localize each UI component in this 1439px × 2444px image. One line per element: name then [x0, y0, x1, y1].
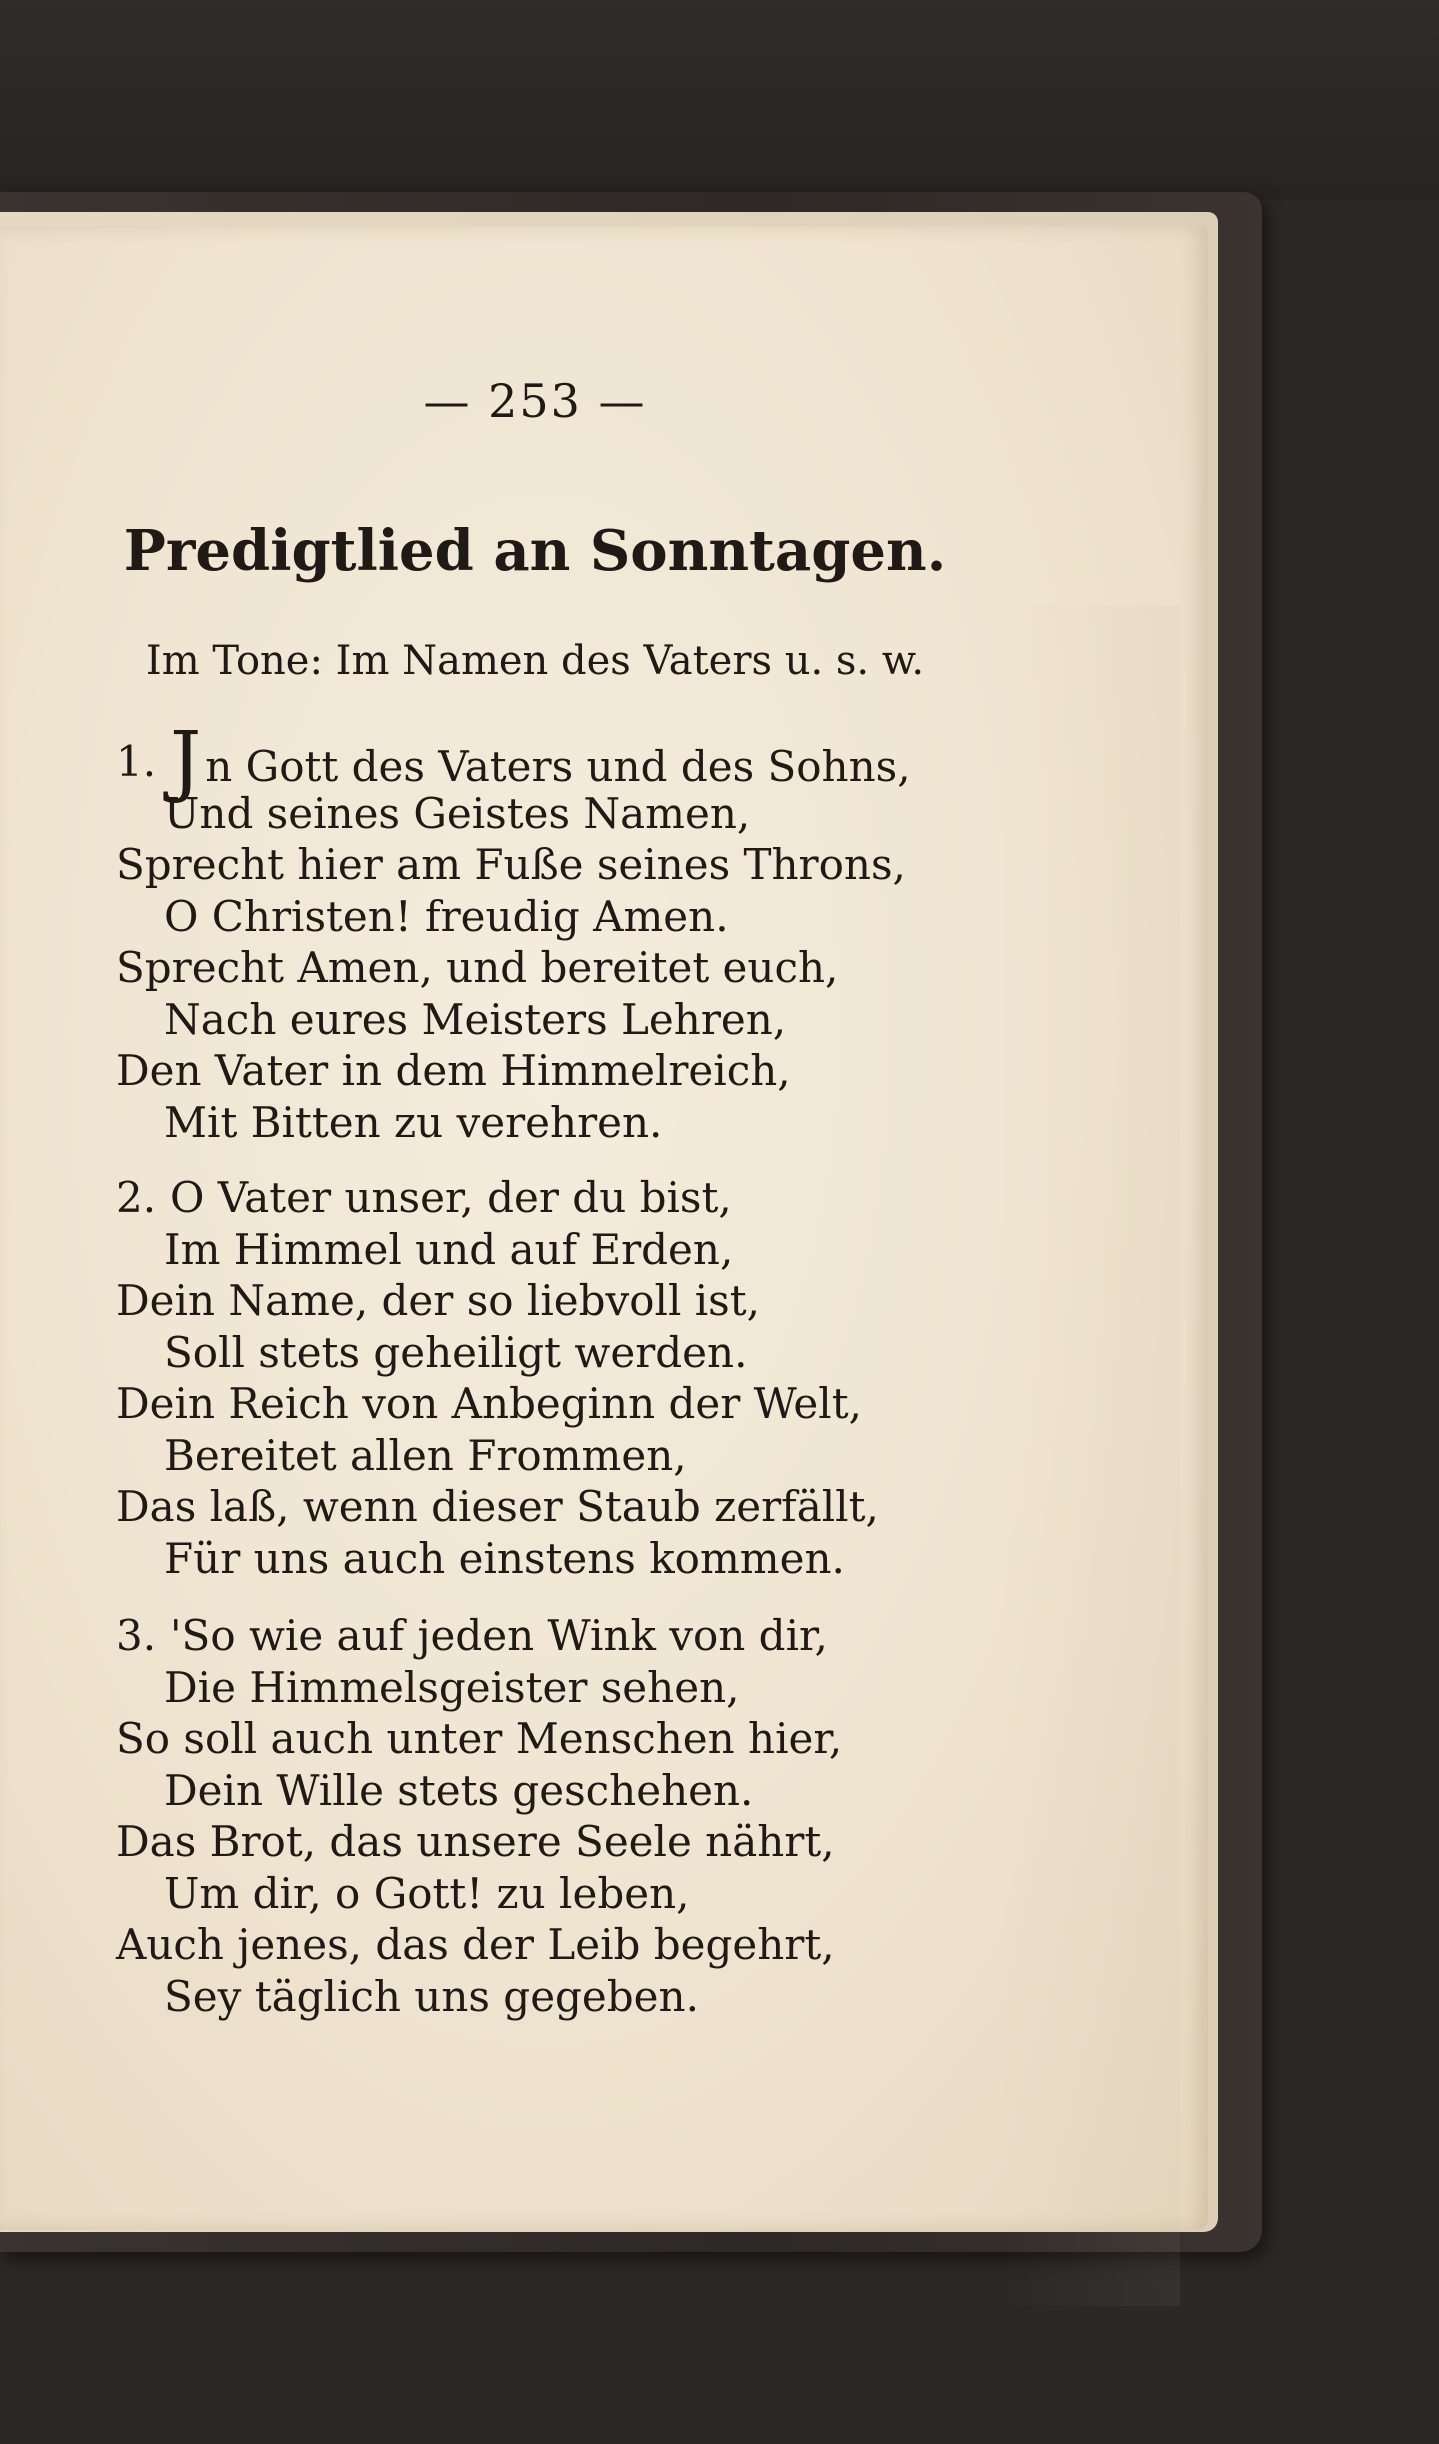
stanza-first-line: 'So wie auf jeden Wink von dir, — [170, 1611, 828, 1660]
book-page — [0, 226, 1208, 2230]
stanza-2 — [116, 1172, 1016, 1584]
stanza-line: Sprecht hier am Fuße seines Throns, — [116, 840, 906, 889]
hymn-title: Predigtlied an Sonntagen. — [123, 518, 947, 584]
stanza-number: 2. — [116, 1173, 157, 1222]
stanza-line: Für uns auch einstens kommen. — [164, 1533, 845, 1583]
stanza-line — [116, 1610, 1016, 1662]
stanza-number: 3. — [116, 1611, 157, 1660]
stanza-line: Sprecht Amen, und bereitet euch, — [116, 943, 839, 992]
stanza-line: Das Brot, das unsere Seele nährt, — [116, 1817, 835, 1866]
stanza-line: So soll auch unter Menschen hier, — [116, 1714, 843, 1763]
background — [0, 0, 1439, 200]
stanza-line: Nach eures Meisters Lehren, — [164, 994, 787, 1044]
stanza-line: Das laß, wenn dieser Staub zerfällt, — [116, 1482, 879, 1531]
stanza-line — [116, 716, 1016, 806]
page-number: — 253 — — [423, 374, 647, 428]
stanza-number: 1. — [116, 737, 157, 786]
stanza-line: Den Vater in dem Himmelreich, — [116, 1046, 791, 1095]
page-text — [0, 226, 1208, 2230]
stanza-line: Soll stets geheiligt werden. — [164, 1327, 748, 1377]
melody-note: Im Tone: Im Namen des Vaters u. s. w. — [145, 638, 925, 684]
stanza-first-line: O Vater unser, der du bist, — [170, 1173, 732, 1222]
stanza-1 — [116, 716, 1016, 1148]
stanza-line: O Christen! freudig Amen. — [164, 891, 729, 941]
stanza-line: Im Himmel und auf Erden, — [164, 1224, 734, 1274]
stanza-line: Mit Bitten zu verehren. — [164, 1097, 663, 1147]
stanza-line: Sey täglich uns gegeben. — [164, 1971, 699, 2021]
stanza-line: Um dir, o Gott! zu leben, — [164, 1868, 690, 1918]
stanza-first-line: n Gott des Vaters und des Sohns, — [205, 742, 911, 791]
stanza-line: Dein Reich von Anbeginn der Welt, — [116, 1379, 862, 1428]
stanza-line: Bereitet allen Frommen, — [164, 1430, 687, 1480]
stanza-line — [116, 1172, 1016, 1224]
stanza-line: Und seines Geistes Namen, — [164, 788, 751, 838]
stanza-3 — [116, 1610, 1016, 2022]
stanza-line: Dein Name, der so liebvoll ist, — [116, 1276, 760, 1325]
stanza-line: Die Himmelsgeister sehen, — [164, 1662, 740, 1712]
stanza-line: Dein Wille stets geschehen. — [164, 1765, 754, 1815]
drop-cap: J — [170, 716, 202, 806]
stanza-line: Auch jenes, das der Leib begehrt, — [116, 1920, 835, 1969]
